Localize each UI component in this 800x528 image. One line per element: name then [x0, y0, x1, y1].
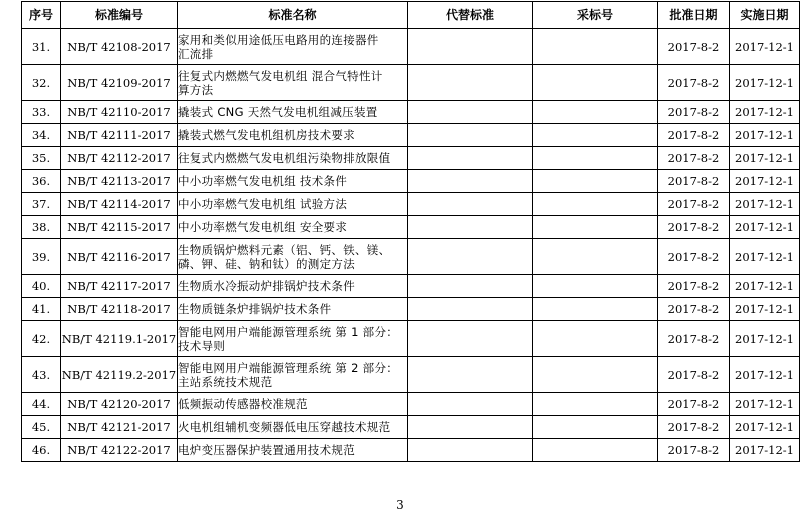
- row-replaces: [408, 170, 533, 193]
- table-row: [22, 216, 800, 239]
- row-standard-name-line: 主站系统技术规范: [178, 374, 273, 389]
- row-standard-name: [178, 321, 408, 357]
- header-adopted: 采标号: [533, 2, 658, 29]
- row-effective-date: 2017-12-1: [730, 439, 800, 462]
- row-standard-name: [178, 147, 408, 170]
- row-standard-code: NB/T 42122-2017: [61, 439, 178, 462]
- header-replaces: 代替标准: [408, 2, 533, 29]
- header-code: 标准编号: [61, 2, 178, 29]
- row-standard-code: NB/T 42113-2017: [61, 170, 178, 193]
- row-standard-name-line: 电炉变压器保护装置通用技术规范: [178, 443, 355, 457]
- row-standard-name-line: 智能电网用户端能源管理系统 第 1 部分：: [178, 324, 399, 339]
- row-standard-code: NB/T 42115-2017: [61, 216, 178, 239]
- table-row: [22, 321, 800, 357]
- row-standard-name: [178, 216, 408, 239]
- header-name: 标准名称: [178, 2, 408, 29]
- page-number: 3: [396, 498, 404, 512]
- row-approved-date: 2017-8-2: [658, 147, 730, 170]
- row-replaces: [408, 101, 533, 124]
- row-effective-date: 2017-12-1: [730, 321, 800, 357]
- row-replaces: [408, 321, 533, 357]
- row-seq: 40.: [22, 275, 61, 298]
- row-standard-code: NB/T 42119.1-2017: [61, 321, 178, 357]
- row-adopted: [533, 216, 658, 239]
- row-seq: 45.: [22, 416, 61, 439]
- row-adopted: [533, 275, 658, 298]
- row-standard-code: NB/T 42108-2017: [61, 29, 178, 65]
- table-row: [22, 357, 800, 393]
- row-adopted: [533, 239, 658, 275]
- row-seq: 46.: [22, 439, 61, 462]
- row-standard-name-line: 撬装式燃气发电机组机房技术要求: [178, 128, 355, 142]
- row-approved-date: 2017-8-2: [658, 29, 730, 65]
- table-row: [22, 275, 800, 298]
- row-adopted: [533, 357, 658, 393]
- row-replaces: [408, 239, 533, 275]
- row-seq: 31.: [22, 29, 61, 65]
- row-standard-name-line: 往复式内燃燃气发电机组 混合气特性计: [178, 68, 383, 83]
- row-seq: 43.: [22, 357, 61, 393]
- header-row: [22, 2, 800, 29]
- row-standard-name: [178, 29, 408, 65]
- row-standard-name: [178, 101, 408, 124]
- row-standard-name: [178, 393, 408, 416]
- row-seq: 41.: [22, 298, 61, 321]
- row-standard-name-line: 生物质水冷振动炉排锅炉技术条件: [178, 279, 355, 293]
- row-standard-name: [178, 357, 408, 393]
- row-approved-date: 2017-8-2: [658, 216, 730, 239]
- row-approved-date: 2017-8-2: [658, 298, 730, 321]
- table-row: [22, 416, 800, 439]
- row-adopted: [533, 124, 658, 147]
- row-approved-date: 2017-8-2: [658, 275, 730, 298]
- row-standard-code: NB/T 42109-2017: [61, 65, 178, 101]
- table-row: [22, 439, 800, 462]
- row-standard-name-line: 汇流排: [178, 46, 214, 61]
- row-seq: 36.: [22, 170, 61, 193]
- row-standard-name-line: 中小功率燃气发电机组 安全要求: [178, 220, 348, 234]
- row-replaces: [408, 298, 533, 321]
- row-effective-date: 2017-12-1: [730, 147, 800, 170]
- row-standard-name-line: 生物质链条炉排锅炉技术条件: [178, 302, 332, 316]
- row-standard-code: NB/T 42117-2017: [61, 275, 178, 298]
- row-standard-name: [178, 124, 408, 147]
- row-adopted: [533, 439, 658, 462]
- row-approved-date: 2017-8-2: [658, 239, 730, 275]
- row-replaces: [408, 29, 533, 65]
- row-standard-name: [178, 193, 408, 216]
- table-row: [22, 193, 800, 216]
- row-effective-date: 2017-12-1: [730, 357, 800, 393]
- row-standard-code: NB/T 42111-2017: [61, 124, 178, 147]
- row-replaces: [408, 416, 533, 439]
- table-row: [22, 124, 800, 147]
- table-row: [22, 65, 800, 101]
- row-adopted: [533, 65, 658, 101]
- row-seq: 32.: [22, 65, 61, 101]
- row-adopted: [533, 101, 658, 124]
- row-seq: 33.: [22, 101, 61, 124]
- row-standard-name-line: 中小功率燃气发电机组 技术条件: [178, 174, 348, 188]
- table-row: [22, 29, 800, 65]
- row-effective-date: 2017-12-1: [730, 239, 800, 275]
- table-row: [22, 147, 800, 170]
- row-seq: 38.: [22, 216, 61, 239]
- row-approved-date: 2017-8-2: [658, 393, 730, 416]
- row-standard-code: NB/T 42119.2-2017: [61, 357, 178, 393]
- row-approved-date: 2017-8-2: [658, 357, 730, 393]
- row-approved-date: 2017-8-2: [658, 439, 730, 462]
- row-standard-name-line: 中小功率燃气发电机组 试验方法: [178, 197, 348, 211]
- table-row: [22, 101, 800, 124]
- row-effective-date: 2017-12-1: [730, 101, 800, 124]
- row-approved-date: 2017-8-2: [658, 416, 730, 439]
- standards-table: [21, 1, 800, 462]
- row-standard-code: NB/T 42118-2017: [61, 298, 178, 321]
- row-standard-name-line: 磷、钾、硅、钠和钛）的测定方法: [178, 256, 355, 271]
- row-standard-name-line: 撬装式 CNG 天然气发电机组减压装置: [178, 105, 378, 119]
- table-row: [22, 170, 800, 193]
- row-effective-date: 2017-12-1: [730, 216, 800, 239]
- row-standard-name: [178, 239, 408, 275]
- row-adopted: [533, 193, 658, 216]
- row-seq: 37.: [22, 193, 61, 216]
- row-approved-date: 2017-8-2: [658, 321, 730, 357]
- row-adopted: [533, 393, 658, 416]
- row-standard-name-line: 往复式内燃燃气发电机组污染物排放限值: [178, 151, 391, 165]
- row-standard-name-line: 家用和类似用途低压电路用的连接器件: [178, 32, 379, 47]
- header-effective: 实施日期: [730, 2, 800, 29]
- row-standard-name-line: 低频振动传感器校准规范: [178, 397, 308, 411]
- row-replaces: [408, 357, 533, 393]
- row-adopted: [533, 321, 658, 357]
- row-standard-name-line: 技术导则: [178, 338, 226, 353]
- header-approved: 批准日期: [658, 2, 730, 29]
- table-row: [22, 393, 800, 416]
- row-seq: 39.: [22, 239, 61, 275]
- row-standard-name: [178, 65, 408, 101]
- row-standard-name-line: 算方法: [178, 82, 214, 97]
- row-effective-date: 2017-12-1: [730, 65, 800, 101]
- row-effective-date: 2017-12-1: [730, 275, 800, 298]
- row-effective-date: 2017-12-1: [730, 416, 800, 439]
- row-replaces: [408, 393, 533, 416]
- row-approved-date: 2017-8-2: [658, 170, 730, 193]
- row-replaces: [408, 193, 533, 216]
- row-standard-name: [178, 298, 408, 321]
- row-seq: 34.: [22, 124, 61, 147]
- row-effective-date: 2017-12-1: [730, 124, 800, 147]
- row-approved-date: 2017-8-2: [658, 101, 730, 124]
- row-replaces: [408, 275, 533, 298]
- row-standard-code: NB/T 42112-2017: [61, 147, 178, 170]
- row-replaces: [408, 147, 533, 170]
- row-standard-name: [178, 275, 408, 298]
- row-standard-code: NB/T 42121-2017: [61, 416, 178, 439]
- row-approved-date: 2017-8-2: [658, 124, 730, 147]
- row-standard-name-line: 智能电网用户端能源管理系统 第 2 部分：: [178, 360, 399, 375]
- row-adopted: [533, 416, 658, 439]
- row-standard-name-line: 火电机组辅机变频器低电压穿越技术规范: [178, 420, 391, 434]
- row-standard-name: [178, 170, 408, 193]
- row-standard-name: [178, 439, 408, 462]
- row-effective-date: 2017-12-1: [730, 298, 800, 321]
- row-approved-date: 2017-8-2: [658, 65, 730, 101]
- table-row: [22, 239, 800, 275]
- row-replaces: [408, 216, 533, 239]
- row-adopted: [533, 29, 658, 65]
- row-effective-date: 2017-12-1: [730, 29, 800, 65]
- row-standard-code: NB/T 42114-2017: [61, 193, 178, 216]
- row-standard-code: NB/T 42116-2017: [61, 239, 178, 275]
- row-seq: 44.: [22, 393, 61, 416]
- row-seq: 35.: [22, 147, 61, 170]
- row-standard-code: NB/T 42120-2017: [61, 393, 178, 416]
- row-effective-date: 2017-12-1: [730, 393, 800, 416]
- row-effective-date: 2017-12-1: [730, 170, 800, 193]
- row-effective-date: 2017-12-1: [730, 193, 800, 216]
- row-replaces: [408, 439, 533, 462]
- row-adopted: [533, 170, 658, 193]
- row-adopted: [533, 298, 658, 321]
- header-seq: 序号: [22, 2, 61, 29]
- row-adopted: [533, 147, 658, 170]
- row-seq: 42.: [22, 321, 61, 357]
- row-standard-name-line: 生物质锅炉燃料元素（铝、钙、铁、镁、: [178, 242, 391, 257]
- row-standard-code: NB/T 42110-2017: [61, 101, 178, 124]
- row-replaces: [408, 124, 533, 147]
- row-standard-name: [178, 416, 408, 439]
- row-approved-date: 2017-8-2: [658, 193, 730, 216]
- table-row: [22, 298, 800, 321]
- row-replaces: [408, 65, 533, 101]
